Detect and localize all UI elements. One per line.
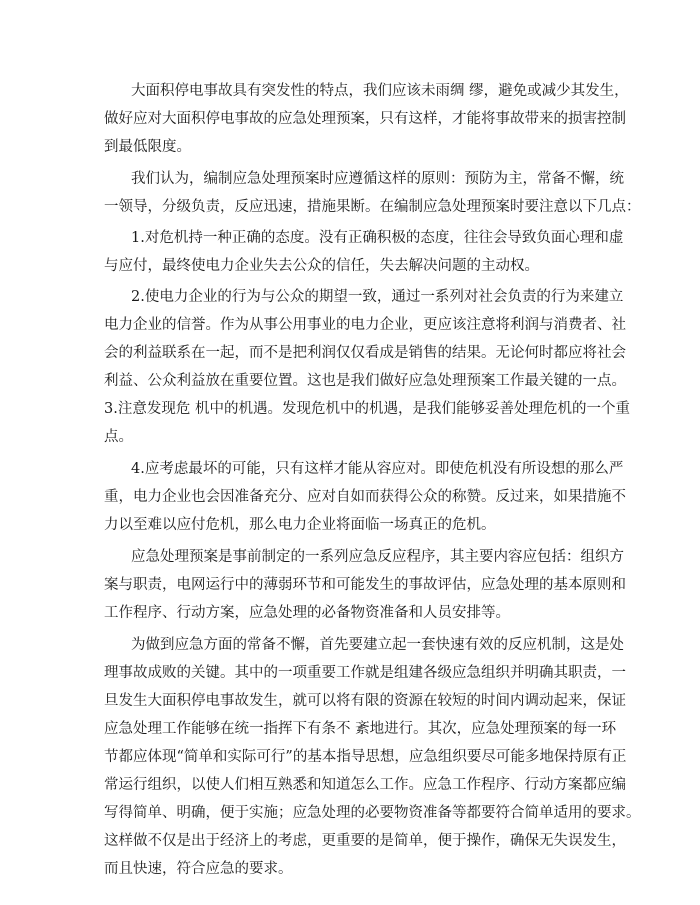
text-line: 而且快速，符合应急的要求。 xyxy=(104,861,293,877)
text-line: 旦发生大面积停电事故发生，就可以将有限的资源在较短的时间内调动起来，保证 xyxy=(104,693,626,709)
text-line: 2.使电力企业的行为与公众的期望一致，通过一系列对社会负责的行为来建立 xyxy=(131,289,624,305)
text-line: 案与职责，电网运行中的薄弱环节和可能发生的事故评估，应急处理的基本原则和 xyxy=(104,577,626,593)
text-line: 一领导，分级负责，反应迅速，措施果断。在编制应急处理预案时要注意以下几点： xyxy=(104,199,641,215)
text-line: 我们认为，编制应急处理预案时应遵循这样的原则：预防为主，常备不懈，统 xyxy=(131,171,624,187)
text-line: 应急处理工作能够在统一指挥下有条不 紊地进行。其次，应急处理预案的每一环 xyxy=(104,721,617,737)
text-line: 常运行组织，以使人们相互熟悉和知道怎么工作。应急工作程序、行动方案都应编 xyxy=(104,777,626,793)
text-line: 理事故成败的关键。其中的一项重要工作就是组建各级应急组织并明确其职责，一 xyxy=(104,665,626,681)
text-line: 这样做不仅是出于经济上的考虑，更重要的是简单，便于操作，确保无失误发生， xyxy=(104,833,626,849)
text-line: 会的利益联系在一起，而不是把利润仅仅看成是销售的结果。无论何时都应将社会 xyxy=(104,345,626,361)
text-line: 电力企业的信誉。作为从事公用事业的电力企业，更应该注意将利润与消费者、社 xyxy=(104,317,626,333)
text-line: 重，电力企业也会因准备充分、应对自如而获得公众的称赞。反过来，如果措施不 xyxy=(104,489,626,505)
text-line: 应急处理预案是事前制定的一系列应急反应程序，其主要内容应包括：组织方 xyxy=(131,549,624,565)
text-line: 与应付，最终使电力企业失去公众的信任，失去解决问题的主动权。 xyxy=(104,258,539,274)
text-line: 节都应体现“简单和实际可行”的基本指导思想，应急组织要尽可能多地保持原有正 xyxy=(104,749,627,765)
text-line: 工作程序、行动方案，应急处理的必备物资准备和人员安排等。 xyxy=(104,605,510,621)
text-line: 3.注意发现危 机中的机遇。发现危机中的机遇，是我们能够妥善处理危机的一个重 xyxy=(104,401,630,417)
text-line: 到最低限度。 xyxy=(104,139,191,155)
text-line: 为做到应急方面的常备不懈，首先要建立起一套快速有效的反应机制，这是处 xyxy=(131,637,624,653)
text-line: 大面积停电事故具有突发性的特点，我们应该未雨绸 缪，避免或减少其发生， xyxy=(131,83,629,99)
text-line: 1.对危机持一种正确的态度。没有正确积极的态度，往往会导致负面心理和虚 xyxy=(131,230,624,246)
text-line: 4.应考虑最坏的可能，只有这样才能从容应对。即使危机没有所设想的那么严 xyxy=(131,461,624,477)
text-line: 写得简单、明确，便于实施；应急处理的必要物资准备等都要符合简单适用的要求。 xyxy=(104,805,641,821)
text-line: 做好应对大面积停电事故的应急处理预案，只有这样，才能将事故带来的损害控制 xyxy=(104,111,626,127)
text-line: 点。 xyxy=(104,429,133,445)
text-line: 力以至难以应付危机，那么电力企业将面临一场真正的危机。 xyxy=(104,517,496,533)
text-line: 利益、公众利益放在重要位置。这也是我们做好应急处理预案工作最关键的一点。 xyxy=(104,373,626,389)
